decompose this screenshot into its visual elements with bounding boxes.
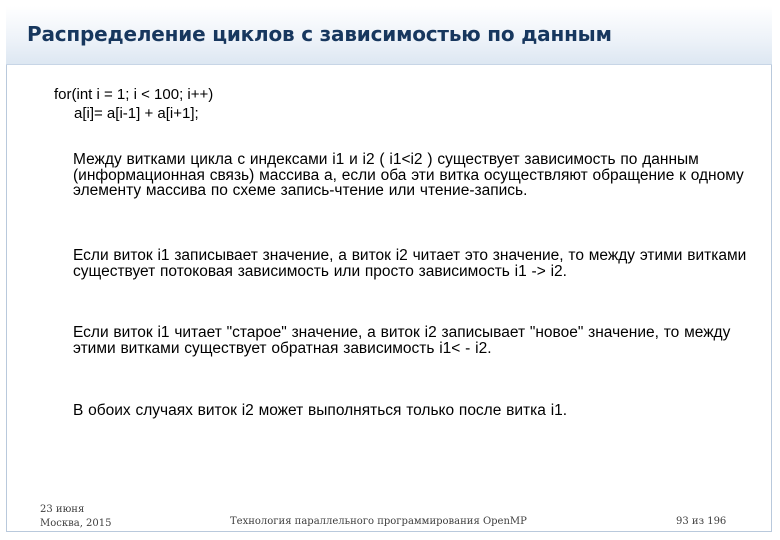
code-line-loop-header: for(int i = 1; i < 100; i++): [54, 86, 214, 103]
paragraph-anti-dependency: Если виток i1 читает "старое" значение, а виток i2 записывает "новое" значение, то между этими витками существует обратная зависимость i1< - i2.: [73, 324, 731, 357]
footer-date: [40, 503, 112, 531]
paragraph-flow-dependency: Если виток i1 записывает значение, а виток i2 читает это значение, то между этими витками существует потоковая зависимость или просто зависимость i1 -> i2.: [73, 247, 747, 280]
paragraph-dependency-definition: Между витками цикла с индексами i1 и i2 ( i1<i2 ) существует зависимость по данным (информационная связь) массива a, если оба эти витка осуществляют обращение к одному элементу массива по схеме запись-чтение или чтение-запись.: [73, 151, 744, 200]
code-line-loop-body: a[i]= a[i-1] + a[i+1];: [74, 105, 199, 122]
footer-date-line1: 23 июня: [40, 504, 85, 515]
slide-title: Распределение циклов с зависимостью по данным: [27, 22, 612, 46]
footer-page-number: 93 из 196: [676, 516, 727, 527]
paragraph-execution-order: В обоих случаях виток i2 может выполняться только после витка i1.: [73, 402, 568, 419]
footer-course-title: Технология параллельного программирования OpenMP: [230, 516, 527, 527]
footer-date-line2: Москва, 2015: [40, 518, 112, 529]
